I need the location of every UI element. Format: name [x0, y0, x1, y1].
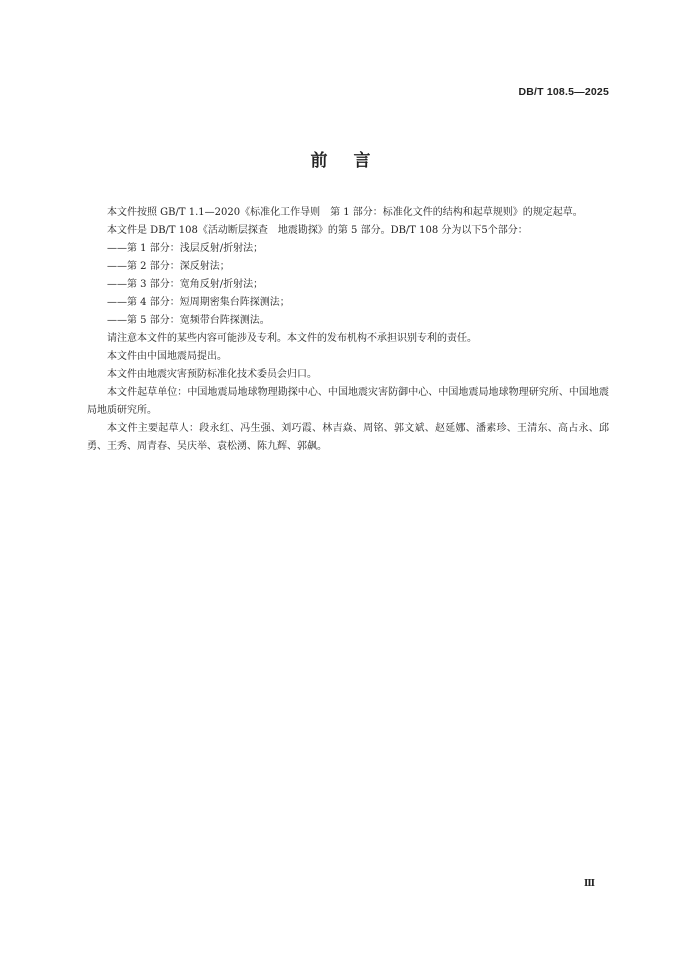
part-list-item: ——第 1 部分：浅层反射/折射法； [107, 243, 264, 254]
proposer-paragraph: 本文件由中国地震局提出。 [107, 351, 227, 362]
foreword-body [87, 204, 609, 456]
drafting-units-paragraph: 本文件起草单位：中国地震局地球物理勘探中心、中国地震灾害防御中心、中国地震局地球物理研究所、中国地震局地质研究所。 [87, 387, 609, 416]
drafting-rule-paragraph: 本文件按照 GB/T 1.1—2020《标准化工作导则 第 1 部分：标准化文件的结构和起草规则》的规定起草。 [107, 207, 583, 218]
series-intro-paragraph: 本文件是 DB/T 108《活动断层探查 地震勘探》的第 5 部分。DB/T 108 分为以下5个部分： [107, 225, 528, 236]
page-title: 前言 [310, 151, 397, 171]
part-list-item: ——第 4 部分：短周期密集台阵探测法； [107, 297, 290, 308]
part-list-item: ——第 5 部分：宽频带台阵探测法。 [107, 315, 270, 326]
drafters-paragraph: 本文件主要起草人：段永红、冯生强、刘巧霞、林吉焱、周铭、郭文斌、赵延娜、潘素珍、王清东、高占永、邱勇、王秀、周青春、吴庆举、袁松湧、陈九辉、郭飙。 [87, 423, 609, 452]
part-list-item: ——第 2 部分：深反射法； [107, 261, 230, 272]
page-number: Ⅲ [584, 879, 595, 889]
patent-notice-paragraph: 请注意本文件的某些内容可能涉及专利。本文件的发布机构不承担识别专利的责任。 [107, 333, 477, 344]
document-code: DB/T 108.5—2025 [518, 86, 609, 98]
committee-paragraph: 本文件由地震灾害预防标准化技术委员会归口。 [107, 369, 317, 380]
part-list-item: ——第 3 部分：宽角反射/折射法； [107, 279, 264, 290]
